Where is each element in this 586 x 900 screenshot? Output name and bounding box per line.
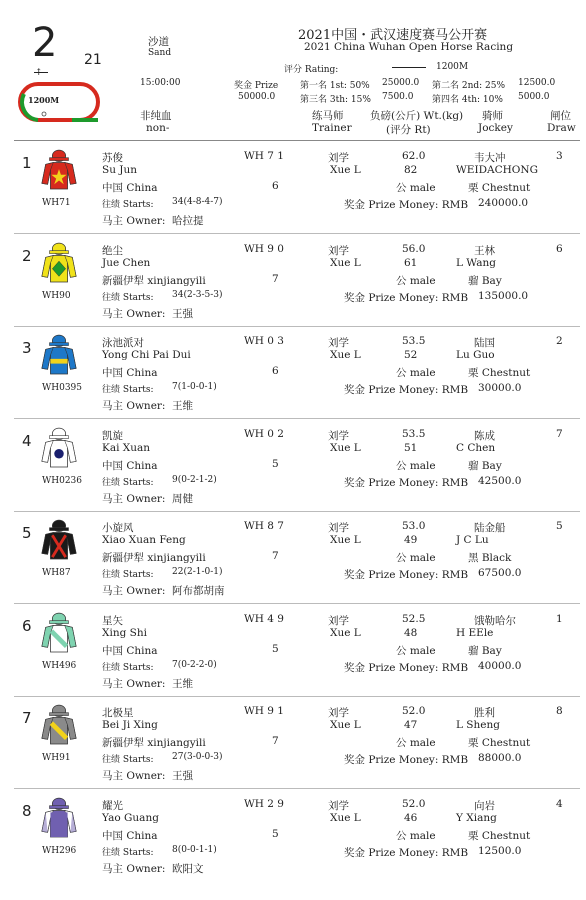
horse-name-en: Bei Ji Xing xyxy=(102,719,158,731)
horse-name-cn: 小旋风 xyxy=(102,522,134,534)
jockey-silks-icon xyxy=(40,241,78,287)
prize-money-label: 奖金 Prize Money: RMB xyxy=(344,569,469,581)
prize-money-label: 奖金 Prize Money: RMB xyxy=(344,662,469,674)
horse-name-en: Kai Xuan xyxy=(102,442,151,454)
header-divider xyxy=(14,140,580,141)
horse-number: 7 xyxy=(22,709,32,727)
horse-color: 栗 Chestnut xyxy=(468,830,531,842)
horse-age: 7 xyxy=(272,273,279,285)
trainer-en: Xue L xyxy=(330,719,361,731)
trainer-en: Xue L xyxy=(330,257,361,269)
starts-label: 往绩 Starts: xyxy=(102,663,154,673)
horse-name-en: Su Jun xyxy=(102,164,138,176)
prize-2-amount: 12500.0 xyxy=(518,78,556,88)
horse-name-cn: 泳池派对 xyxy=(102,337,144,349)
col-weight-cn: 负磅(公斤) Wt.(kg) xyxy=(370,110,464,122)
horse-origin: 中国 China xyxy=(102,830,158,842)
col-draw-en: Draw xyxy=(547,122,576,134)
horse-rating: 47 xyxy=(404,719,418,731)
horse-rating: 49 xyxy=(404,534,418,546)
horse-origin: 中国 China xyxy=(102,182,158,194)
horse-number: 6 xyxy=(22,617,32,635)
horse-number: 1 xyxy=(22,154,32,172)
prize-label: 奖金 Prize xyxy=(234,81,279,91)
horse-sex: 公 male xyxy=(396,460,436,472)
jockey-en: Y Xiang xyxy=(456,812,497,824)
race-title-cn: 2021中国・武汉速度赛马公开赛 xyxy=(298,28,488,43)
horse-name-cn: 耀光 xyxy=(102,800,123,812)
prize-4-label: 第四名 4th: 10% xyxy=(432,95,503,105)
prize-2-label: 第二名 2nd: 25% xyxy=(432,81,506,91)
horse-brand: WH0236 xyxy=(42,476,83,486)
horse-code: WH 7 1 xyxy=(244,150,284,162)
horse-origin: 中国 China xyxy=(102,367,158,379)
horse-sex: 公 male xyxy=(396,737,436,749)
surface-en: Sand xyxy=(148,48,172,58)
horse-prize: 67500.0 xyxy=(478,567,522,579)
owner-label: 马主 Owner: xyxy=(102,770,166,782)
prize-1-label: 第一名 1st: 50% xyxy=(300,81,370,91)
horse-origin: 中国 China xyxy=(102,645,158,657)
prize-money-label: 奖金 Prize Money: RMB xyxy=(344,754,469,766)
horse-prize: 240000.0 xyxy=(478,197,529,209)
prize-3-label: 第三名 3th: 15% xyxy=(300,95,371,105)
horse-name-cn: 星矢 xyxy=(102,615,123,627)
horse-starts: 7(0-2-2-0) xyxy=(172,660,217,670)
horse-brand: WH0395 xyxy=(42,383,83,393)
track-distance: 1200M xyxy=(28,95,60,105)
prize-3-amount: 7500.0 xyxy=(382,92,414,102)
horse-color: 黑 Black xyxy=(468,552,512,564)
horse-weight: 53.5 xyxy=(402,335,426,347)
horse-number: 2 xyxy=(22,247,32,265)
horse-age: 7 xyxy=(272,550,279,562)
horse-starts: 7(1-0-0-1) xyxy=(172,382,217,392)
trainer-en: Xue L xyxy=(330,164,361,176)
horse-number: 5 xyxy=(22,524,32,542)
horse-name-cn: 绝尘 xyxy=(102,245,123,257)
horse-weight: 52.0 xyxy=(402,705,426,717)
rating-label: 评分 Rating: xyxy=(284,65,339,75)
horse-brand: WH91 xyxy=(42,753,71,763)
horse-draw: 6 xyxy=(556,243,563,255)
prize-money-label: 奖金 Prize Money: RMB xyxy=(344,847,469,859)
horse-origin: 新疆伊犁 xinjiangyili xyxy=(102,737,206,749)
col-trainer-en: Trainer xyxy=(312,122,352,134)
horse-sex: 公 male xyxy=(396,275,436,287)
breed-cn: 非纯血 xyxy=(140,110,172,122)
horse-weight: 52.0 xyxy=(402,798,426,810)
trainer-cn: 刘学 xyxy=(328,615,349,627)
col-jockey-en: Jockey xyxy=(478,122,513,134)
horse-name-cn: 凯旋 xyxy=(102,430,123,442)
race-title-en: 2021 China Wuhan Open Horse Racing xyxy=(304,41,514,53)
jockey-cn: 王林 xyxy=(474,245,495,257)
jockey-en: J C Lu xyxy=(456,534,489,546)
horse-starts: 22(2-1-0-1) xyxy=(172,567,223,577)
trainer-cn: 刘学 xyxy=(328,430,349,442)
horse-name-cn: 北极星 xyxy=(102,707,134,719)
horse-rating: 48 xyxy=(404,627,418,639)
horse-origin: 新疆伊犁 xinjiangyili xyxy=(102,275,206,287)
jockey-en: H EEle xyxy=(456,627,494,639)
horse-code: WH 0 3 xyxy=(244,335,284,347)
horse-age: 5 xyxy=(272,643,279,655)
horse-prize: 42500.0 xyxy=(478,475,522,487)
horse-color: 栗 Chestnut xyxy=(468,737,531,749)
breed-en: non- xyxy=(146,122,170,134)
jockey-silks-icon xyxy=(40,611,78,657)
horse-weight: 56.0 xyxy=(402,243,426,255)
trainer-cn: 刘学 xyxy=(328,152,349,164)
prize-total: 50000.0 xyxy=(238,92,276,102)
trainer-en: Xue L xyxy=(330,534,361,546)
owner-label: 马主 Owner: xyxy=(102,215,166,227)
row-divider xyxy=(14,233,580,234)
jockey-en: Lu Guo xyxy=(456,349,495,361)
owner-label: 马主 Owner: xyxy=(102,863,166,875)
horse-age: 5 xyxy=(272,458,279,470)
starts-label: 往绩 Starts: xyxy=(102,848,154,858)
trainer-cn: 刘学 xyxy=(328,522,349,534)
row-divider xyxy=(14,326,580,327)
horse-weight: 62.0 xyxy=(402,150,426,162)
jockey-cn: 陈成 xyxy=(474,430,495,442)
horse-owner: 哈拉提 xyxy=(172,215,204,227)
horse-draw: 3 xyxy=(556,150,563,162)
horse-owner: 周健 xyxy=(172,493,193,505)
starts-label: 往绩 Starts: xyxy=(102,755,154,765)
col-jockey-cn: 骑师 xyxy=(482,110,503,122)
trainer-en: Xue L xyxy=(330,812,361,824)
horse-starts: 34(2-3-5-3) xyxy=(172,290,223,300)
prize-4-amount: 5000.0 xyxy=(518,92,550,102)
horse-weight: 53.0 xyxy=(402,520,426,532)
horse-prize: 40000.0 xyxy=(478,660,522,672)
horse-owner: 王维 xyxy=(172,678,193,690)
trainer-en: Xue L xyxy=(330,442,361,454)
horse-prize: 30000.0 xyxy=(478,382,522,394)
col-weight-en: (评分 Rt) xyxy=(386,124,431,136)
jockey-cn: 韦大冲 xyxy=(474,152,506,164)
horse-code: WH 9 0 xyxy=(244,243,284,255)
jockey-silks-icon xyxy=(40,518,78,564)
jockey-cn: 向岩 xyxy=(474,800,495,812)
horse-code: WH 0 2 xyxy=(244,428,284,440)
horse-owner: 王维 xyxy=(172,400,193,412)
horse-number: 8 xyxy=(22,802,32,820)
horse-age: 5 xyxy=(272,828,279,840)
col-trainer-cn: 练马师 xyxy=(312,110,344,122)
trainer-cn: 刘学 xyxy=(328,245,349,257)
horse-color: 骝 Bay xyxy=(468,275,502,287)
horse-prize: 12500.0 xyxy=(478,845,522,857)
starts-label: 往绩 Starts: xyxy=(102,385,154,395)
horse-number: 3 xyxy=(22,339,32,357)
horse-brand: WH296 xyxy=(42,846,77,856)
jockey-cn: 饿勒哈尔 xyxy=(474,615,516,627)
horse-draw: 8 xyxy=(556,705,563,717)
start-arrow-icon: ↑ xyxy=(35,68,43,78)
jockey-cn: 陆金船 xyxy=(474,522,506,534)
horse-name-en: Xiao Xuan Feng xyxy=(102,534,186,546)
horse-sex: 公 male xyxy=(396,182,436,194)
horse-starts: 34(4-8-4-7) xyxy=(172,197,223,207)
horse-rating: 46 xyxy=(404,812,418,824)
race-time: 15:00:00 xyxy=(140,78,181,88)
horse-prize: 88000.0 xyxy=(478,752,522,764)
starts-label: 往绩 Starts: xyxy=(102,200,154,210)
horse-sex: 公 male xyxy=(396,645,436,657)
starts-label: 往绩 Starts: xyxy=(102,478,154,488)
owner-label: 马主 Owner: xyxy=(102,400,166,412)
horse-origin: 中国 China xyxy=(102,460,158,472)
row-divider xyxy=(14,696,580,697)
jockey-en: L Sheng xyxy=(456,719,500,731)
trainer-cn: 刘学 xyxy=(328,800,349,812)
horse-draw: 4 xyxy=(556,798,563,810)
horse-name-en: Xing Shi xyxy=(102,627,147,639)
row-divider xyxy=(14,511,580,512)
horse-code: WH 2 9 xyxy=(244,798,284,810)
trainer-cn: 刘学 xyxy=(328,707,349,719)
prize-money-label: 奖金 Prize Money: RMB xyxy=(344,292,469,304)
starts-label: 往绩 Starts: xyxy=(102,293,154,303)
trainer-en: Xue L xyxy=(330,627,361,639)
horse-name-en: Yao Guang xyxy=(102,812,159,824)
horse-starts: 8(0-0-1-1) xyxy=(172,845,217,855)
horse-code: WH 4 9 xyxy=(244,613,284,625)
horse-number: 4 xyxy=(22,432,32,450)
runner-count: 21 xyxy=(84,52,102,68)
horse-brand: WH87 xyxy=(42,568,71,578)
horse-rating: 52 xyxy=(404,349,418,361)
trainer-en: Xue L xyxy=(330,349,361,361)
jockey-silks-icon xyxy=(40,333,78,379)
owner-label: 马主 Owner: xyxy=(102,678,166,690)
horse-rating: 61 xyxy=(404,257,418,269)
horse-code: WH 9 1 xyxy=(244,705,284,717)
horse-sex: 公 male xyxy=(396,367,436,379)
horse-age: 6 xyxy=(272,365,279,377)
horse-color: 栗 Chestnut xyxy=(468,182,531,194)
horse-brand: WH496 xyxy=(42,661,77,671)
owner-label: 马主 Owner: xyxy=(102,308,166,320)
prize-1-amount: 25000.0 xyxy=(382,78,420,88)
horse-brand: WH71 xyxy=(42,198,71,208)
horse-code: WH 8 7 xyxy=(244,520,284,532)
jockey-en: C Chen xyxy=(456,442,496,454)
horse-starts: 27(3-0-0-3) xyxy=(172,752,223,762)
horse-rating: 82 xyxy=(404,164,418,176)
jockey-silks-icon xyxy=(40,426,78,472)
horse-origin: 新疆伊犁 xinjiangyili xyxy=(102,552,206,564)
horse-weight: 52.5 xyxy=(402,613,426,625)
surface-cn: 沙道 xyxy=(148,36,169,48)
horse-starts: 9(0-2-1-2) xyxy=(172,475,217,485)
horse-color: 栗 Chestnut xyxy=(468,367,531,379)
jockey-silks-icon xyxy=(40,703,78,749)
horse-draw: 5 xyxy=(556,520,563,532)
jockey-en: WEIDACHONG xyxy=(456,164,538,176)
horse-draw: 1 xyxy=(556,613,563,625)
horse-name-en: Jue Chen xyxy=(102,257,151,269)
horse-name-cn: 苏俊 xyxy=(102,152,123,164)
horse-age: 6 xyxy=(272,180,279,192)
jockey-cn: 胜利 xyxy=(474,707,495,719)
prize-money-label: 奖金 Prize Money: RMB xyxy=(344,477,469,489)
horse-name-en: Yong Chi Pai Dui xyxy=(102,349,191,361)
owner-label: 马主 Owner: xyxy=(102,493,166,505)
horse-rating: 51 xyxy=(404,442,418,454)
starts-label: 往绩 Starts: xyxy=(102,570,154,580)
horse-owner: 阿布都胡南 xyxy=(172,585,225,597)
horse-age: 7 xyxy=(272,735,279,747)
jockey-cn: 陆国 xyxy=(474,337,495,349)
horse-draw: 2 xyxy=(556,335,563,347)
owner-label: 马主 Owner: xyxy=(102,585,166,597)
horse-owner: 王强 xyxy=(172,308,193,320)
distance-top: 1200M xyxy=(436,62,469,72)
horse-prize: 135000.0 xyxy=(478,290,529,302)
jockey-silks-icon xyxy=(40,148,78,194)
row-divider xyxy=(14,788,580,789)
horse-color: 骝 Bay xyxy=(468,460,502,472)
horse-brand: WH90 xyxy=(42,291,71,301)
horse-draw: 7 xyxy=(556,428,563,440)
race-number: 2 xyxy=(32,20,58,66)
row-divider xyxy=(14,418,580,419)
prize-money-label: 奖金 Prize Money: RMB xyxy=(344,384,469,396)
jockey-silks-icon xyxy=(40,796,78,842)
horse-weight: 53.5 xyxy=(402,428,426,440)
horse-sex: 公 male xyxy=(396,830,436,842)
horse-sex: 公 male xyxy=(396,552,436,564)
row-divider xyxy=(14,603,580,604)
rating-divider xyxy=(392,67,426,68)
col-draw-cn: 闸位 xyxy=(550,110,571,122)
horse-owner: 欧阳文 xyxy=(172,863,204,875)
horse-owner: 王强 xyxy=(172,770,193,782)
prize-money-label: 奖金 Prize Money: RMB xyxy=(344,199,469,211)
horse-color: 骝 Bay xyxy=(468,645,502,657)
trainer-cn: 刘学 xyxy=(328,337,349,349)
jockey-en: L Wang xyxy=(456,257,496,269)
